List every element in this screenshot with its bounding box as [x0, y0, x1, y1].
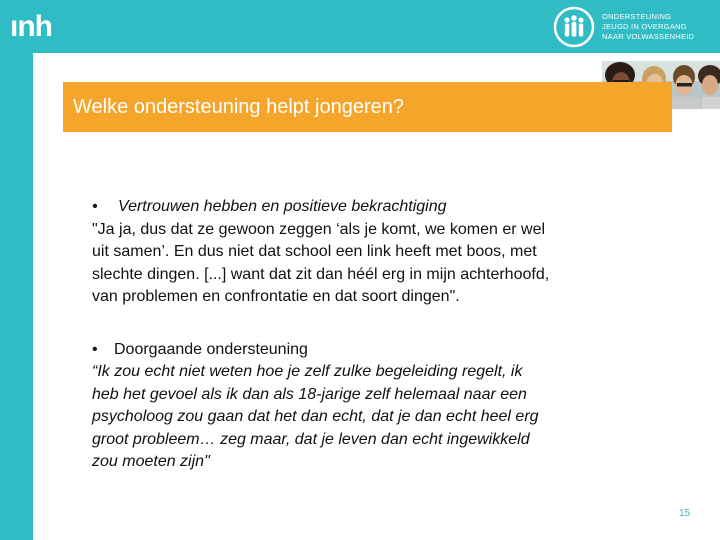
- quote-line: “Ik zou echt niet weten hoe je zelf zulke begeleiding regelt, ik: [92, 363, 523, 380]
- bullet-heading-text: Vertrouwen hebben en positieve bekrachtiging: [118, 198, 447, 215]
- slide-content: [92, 196, 682, 474]
- people-circle-icon: [553, 6, 595, 48]
- quote-paragraph: [92, 361, 682, 474]
- brand-text: [602, 12, 694, 42]
- brand-logo: [553, 5, 694, 49]
- quote-line: van problemen en confrontatie en dat soort dingen".: [92, 288, 460, 305]
- left-sidebar-strip: [0, 53, 33, 540]
- bullet-heading: [92, 339, 682, 362]
- bullet-dot: •: [92, 340, 98, 358]
- inh-logo: ınh: [10, 10, 52, 43]
- title-bar: [63, 82, 672, 132]
- quote-paragraph: [92, 219, 682, 309]
- brand-line: JEUGD IN OVERGANG: [602, 22, 687, 31]
- bullet-heading: [92, 196, 682, 219]
- page-number: 15: [679, 508, 691, 519]
- quote-line: psycholoog zou gaan dat het dan echt, dat je dan echt heel erg: [92, 408, 539, 425]
- brand-line: NAAR VOLWASSENHEID: [602, 32, 695, 41]
- bullet-heading-text: Doorgaande ondersteuning: [114, 340, 308, 358]
- quote-line: slechte dingen. [...] want dat zit dan héél erg in mijn achterhoofd,: [92, 265, 550, 283]
- quote-line: "Ja ja, dus dat ze gewoon zeggen ‘als je komt, we komen er wel: [92, 220, 546, 238]
- quote-line: heb het gevoel als ik dan als 18-jarige zelf helemaal naar een: [92, 385, 527, 403]
- brand-line: ONDERSTEUNING: [602, 12, 672, 21]
- section-gap: [92, 309, 682, 339]
- quote-line: zou moeten zijn": [92, 453, 210, 470]
- quote-line: groot probleem… zeg maar, dat je leven dan echt ingewikkeld: [92, 430, 530, 448]
- slide-title: Welke ondersteuning helpt jongeren?: [73, 96, 404, 118]
- quote-line: uit samen’. En dus niet dat school een link heeft met boos, met: [92, 243, 537, 260]
- bullet-dot: •: [92, 198, 98, 215]
